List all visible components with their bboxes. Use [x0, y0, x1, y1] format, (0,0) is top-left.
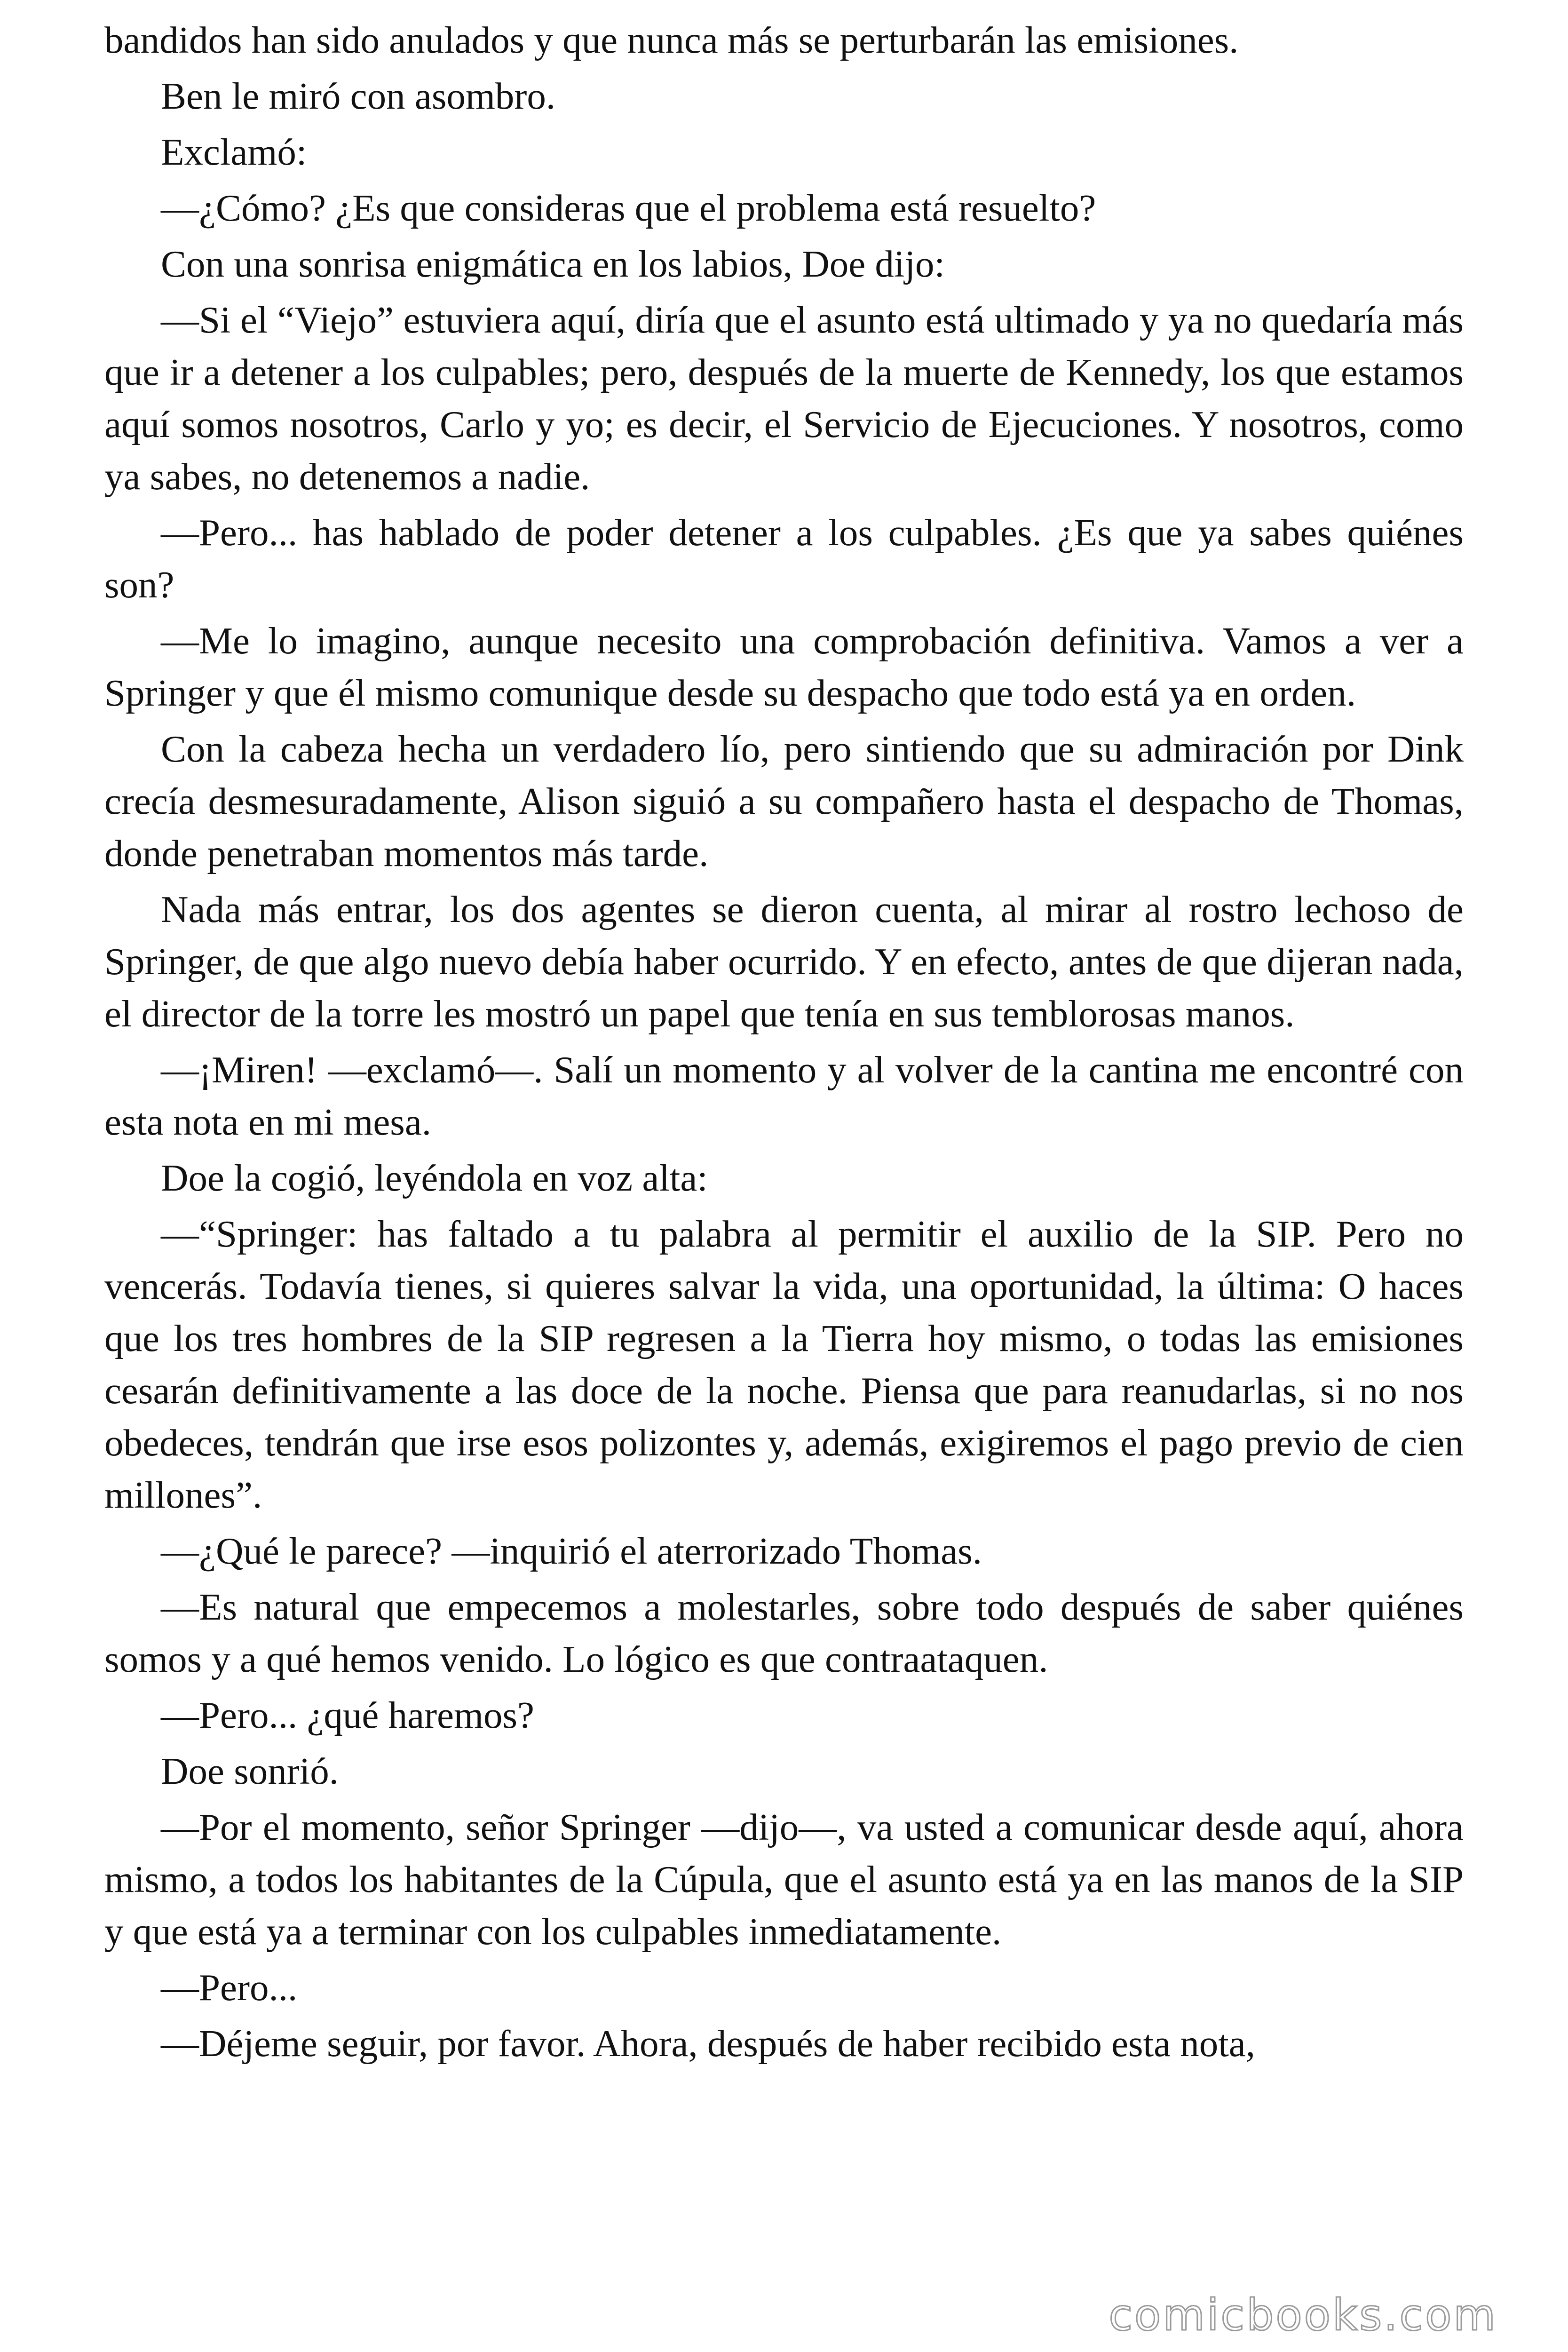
watermark: comicbooks.com	[1109, 2290, 1497, 2340]
paragraph: —Por el momento, señor Springer —dijo—, va usted a comunicar desde aquí, ahora mismo, a todos los habitantes de la Cúpula, que el asunto está ya en las manos de la SIP y que está ya a terminar con los culpables inmediatamente.	[104, 1806, 1464, 1953]
page-body-text	[104, 14, 1464, 2074]
paragraph: Con la cabeza hecha un verdadero lío, pero sintiendo que su admiración por Dink crecía desmesuradamente, Alison siguió a su compañero hasta el despacho de Thomas, donde penetraban momentos más tarde.	[104, 728, 1464, 874]
paragraph: —Pero...	[161, 1966, 298, 2009]
paragraph: —Es natural que empecemos a molestarles, sobre todo después de saber quiénes somos y a qué hemos venido. Lo lógico es que contraataquen.	[104, 1586, 1464, 1680]
paragraph: Exclamó:	[161, 131, 307, 173]
paragraph: —¡Miren! —exclamó—. Salí un momento y al volver de la cantina me encontré con esta nota en mi mesa.	[104, 1049, 1464, 1143]
paragraph: Con una sonrisa enigmática en los labios, Doe dijo:	[161, 243, 945, 285]
paragraph: —Pero... ¿qué haremos?	[161, 1694, 534, 1736]
paragraph: —Déjeme seguir, por favor. Ahora, después de haber recibido esta nota,	[161, 2022, 1255, 2065]
paragraph: Ben le miró con asombro.	[161, 75, 556, 117]
paragraph: —Si el “Viejo” estuviera aquí, diría que el asunto está ultimado y ya no quedaría más que ir a detener a los culpables; pero, después de la muerte de Kennedy, los que estamos aquí somos nosotros, Carlo y yo; es decir, el Servicio de Ejecuciones. Y nosotros, como ya sabes, no detenemos a nadie.	[104, 299, 1464, 498]
paragraph: —¿Qué le parece? —inquirió el aterrorizado Thomas.	[161, 1530, 982, 1572]
paragraph: —¿Cómo? ¿Es que consideras que el problema está resuelto?	[161, 187, 1096, 229]
paragraph: —Pero... has hablado de poder detener a los culpables. ¿Es que ya sabes quiénes son?	[104, 511, 1464, 606]
paragraph: —“Springer: has faltado a tu palabra al permitir el auxilio de la SIP. Pero no vencerás. Todavía tienes, si quieres salvar la vida, una oportunidad, la última: O haces que los tres hombres de la SIP regresen a la Tierra hoy mismo, o todas las emisiones cesarán definitivamente a las doce de la noche. Piensa que para reanudarlas, si no nos obedeces, tendrán que irse esos polizontes y, además, exigiremos el pago previo de cien millones”.	[104, 1213, 1464, 1516]
paragraph: Doe sonrió.	[161, 1750, 339, 1792]
paragraph: Doe la cogió, leyéndola en voz alta:	[161, 1157, 708, 1199]
paragraph: —Me lo imagino, aunque necesito una comprobación definitiva. Vamos a ver a Springer y que él mismo comunique desde su despacho que todo está ya en orden.	[104, 620, 1464, 714]
paragraph: Nada más entrar, los dos agentes se dieron cuenta, al mirar al rostro lechoso de Springer, de que algo nuevo debía haber ocurrido. Y en efecto, antes de que dijeran nada, el director de la torre les mostró un papel que tenía en sus temblorosas manos.	[104, 888, 1464, 1035]
paragraph: bandidos han sido anulados y que nunca más se perturbarán las emisiones.	[104, 19, 1239, 61]
